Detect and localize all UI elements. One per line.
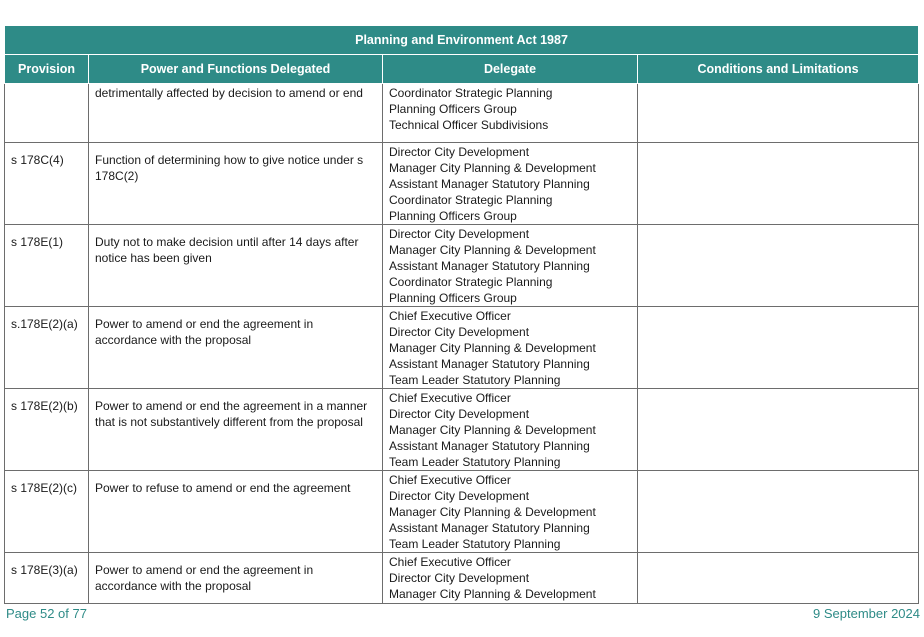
- table-row: [5, 225, 919, 307]
- delegate-item: Director City Development: [389, 407, 530, 421]
- delegation-table-container: [4, 25, 918, 604]
- delegate-cell: [383, 307, 638, 389]
- delegate-item: Planning Officers Group: [389, 209, 517, 223]
- delegate-cell: [383, 225, 638, 307]
- table-title: Planning and Environment Act 1987: [5, 26, 919, 55]
- delegate-item: Technical Officer Subdivisions: [389, 118, 549, 132]
- column-header-power: Power and Functions Delegated: [89, 55, 383, 84]
- delegate-item: Chief Executive Officer: [389, 555, 511, 569]
- delegate-cell: [383, 143, 638, 225]
- delegate-item: Chief Executive Officer: [389, 473, 511, 487]
- delegate-item: Coordinator Strategic Planning: [389, 193, 553, 207]
- page-number: Page 52 of 77: [6, 606, 87, 621]
- conditions-cell: [638, 307, 919, 389]
- conditions-cell: [638, 143, 919, 225]
- conditions-cell: [638, 471, 919, 553]
- conditions-cell: [638, 389, 919, 471]
- delegate-item: Director City Development: [389, 325, 530, 339]
- conditions-cell: [638, 225, 919, 307]
- delegate-item: Manager City Planning & Development: [389, 423, 596, 437]
- delegate-item: Coordinator Strategic Planning: [389, 275, 553, 289]
- delegate-item: Assistant Manager Statutory Planning: [389, 177, 590, 191]
- delegate-item: Assistant Manager Statutory Planning: [389, 259, 590, 273]
- provision-cell: s.178E(2)(a): [5, 307, 89, 389]
- table-row: [5, 553, 919, 604]
- provision-cell: s 178E(2)(c): [5, 471, 89, 553]
- power-cell: Power to amend or end the agreement in a manner that is not substantively different from the proposal: [89, 389, 383, 471]
- delegation-table: [4, 25, 919, 604]
- power-cell: Power to refuse to amend or end the agreement: [89, 471, 383, 553]
- delegate-item: Manager City Planning & Development: [389, 505, 596, 519]
- provision-cell: s 178C(4): [5, 143, 89, 225]
- conditions-cell: [638, 84, 919, 143]
- delegate-item: Manager City Planning & Development: [389, 341, 596, 355]
- table-row: [5, 307, 919, 389]
- delegate-item: Director City Development: [389, 571, 530, 585]
- delegate-item: Team Leader Statutory Planning: [389, 537, 561, 551]
- delegate-item: Assistant Manager Statutory Planning: [389, 521, 590, 535]
- delegate-item: Manager City Planning & Development: [389, 161, 596, 175]
- delegate-item: Director City Development: [389, 227, 530, 241]
- delegate-item: Chief Executive Officer: [389, 391, 511, 405]
- table-row: [5, 471, 919, 553]
- conditions-cell: [638, 553, 919, 604]
- delegate-item: Director City Development: [389, 145, 530, 159]
- document-date: 9 September 2024: [813, 606, 920, 621]
- delegate-item: Manager City Planning & Development: [389, 243, 596, 257]
- delegate-item: Assistant Manager Statutory Planning: [389, 357, 590, 371]
- table-row: [5, 389, 919, 471]
- power-cell: Power to amend or end the agreement in accordance with the proposal: [89, 553, 383, 604]
- delegate-cell: [383, 389, 638, 471]
- power-cell: Power to amend or end the agreement in accordance with the proposal: [89, 307, 383, 389]
- column-header-provision: Provision: [5, 55, 89, 84]
- provision-cell: s 178E(2)(b): [5, 389, 89, 471]
- delegate-cell: [383, 553, 638, 604]
- power-cell: Duty not to make decision until after 14 days after notice has been given: [89, 225, 383, 307]
- delegate-item: Manager City Planning & Development: [389, 587, 596, 601]
- delegate-item: Assistant Manager Statutory Planning: [389, 439, 590, 453]
- delegate-item: Director City Development: [389, 489, 530, 503]
- delegate-item: Planning Officers Group: [389, 102, 517, 116]
- delegate-item: Coordinator Strategic Planning: [389, 86, 553, 100]
- provision-cell: s 178E(3)(a): [5, 553, 89, 604]
- column-header-conditions: Conditions and Limitations: [638, 55, 919, 84]
- delegate-cell: [383, 471, 638, 553]
- provision-cell: [5, 84, 89, 143]
- delegate-item: Planning Officers Group: [389, 291, 517, 305]
- power-cell: Function of determining how to give notice under s 178C(2): [89, 143, 383, 225]
- power-cell: detrimentally affected by decision to amend or end: [89, 84, 383, 143]
- delegate-item: Team Leader Statutory Planning: [389, 373, 561, 387]
- delegate-cell: [383, 84, 638, 143]
- delegate-item: Team Leader Statutory Planning: [389, 455, 561, 469]
- column-header-delegate: Delegate: [383, 55, 638, 84]
- delegate-item: Chief Executive Officer: [389, 309, 511, 323]
- table-row: [5, 84, 919, 143]
- table-row: [5, 143, 919, 225]
- provision-cell: s 178E(1): [5, 225, 89, 307]
